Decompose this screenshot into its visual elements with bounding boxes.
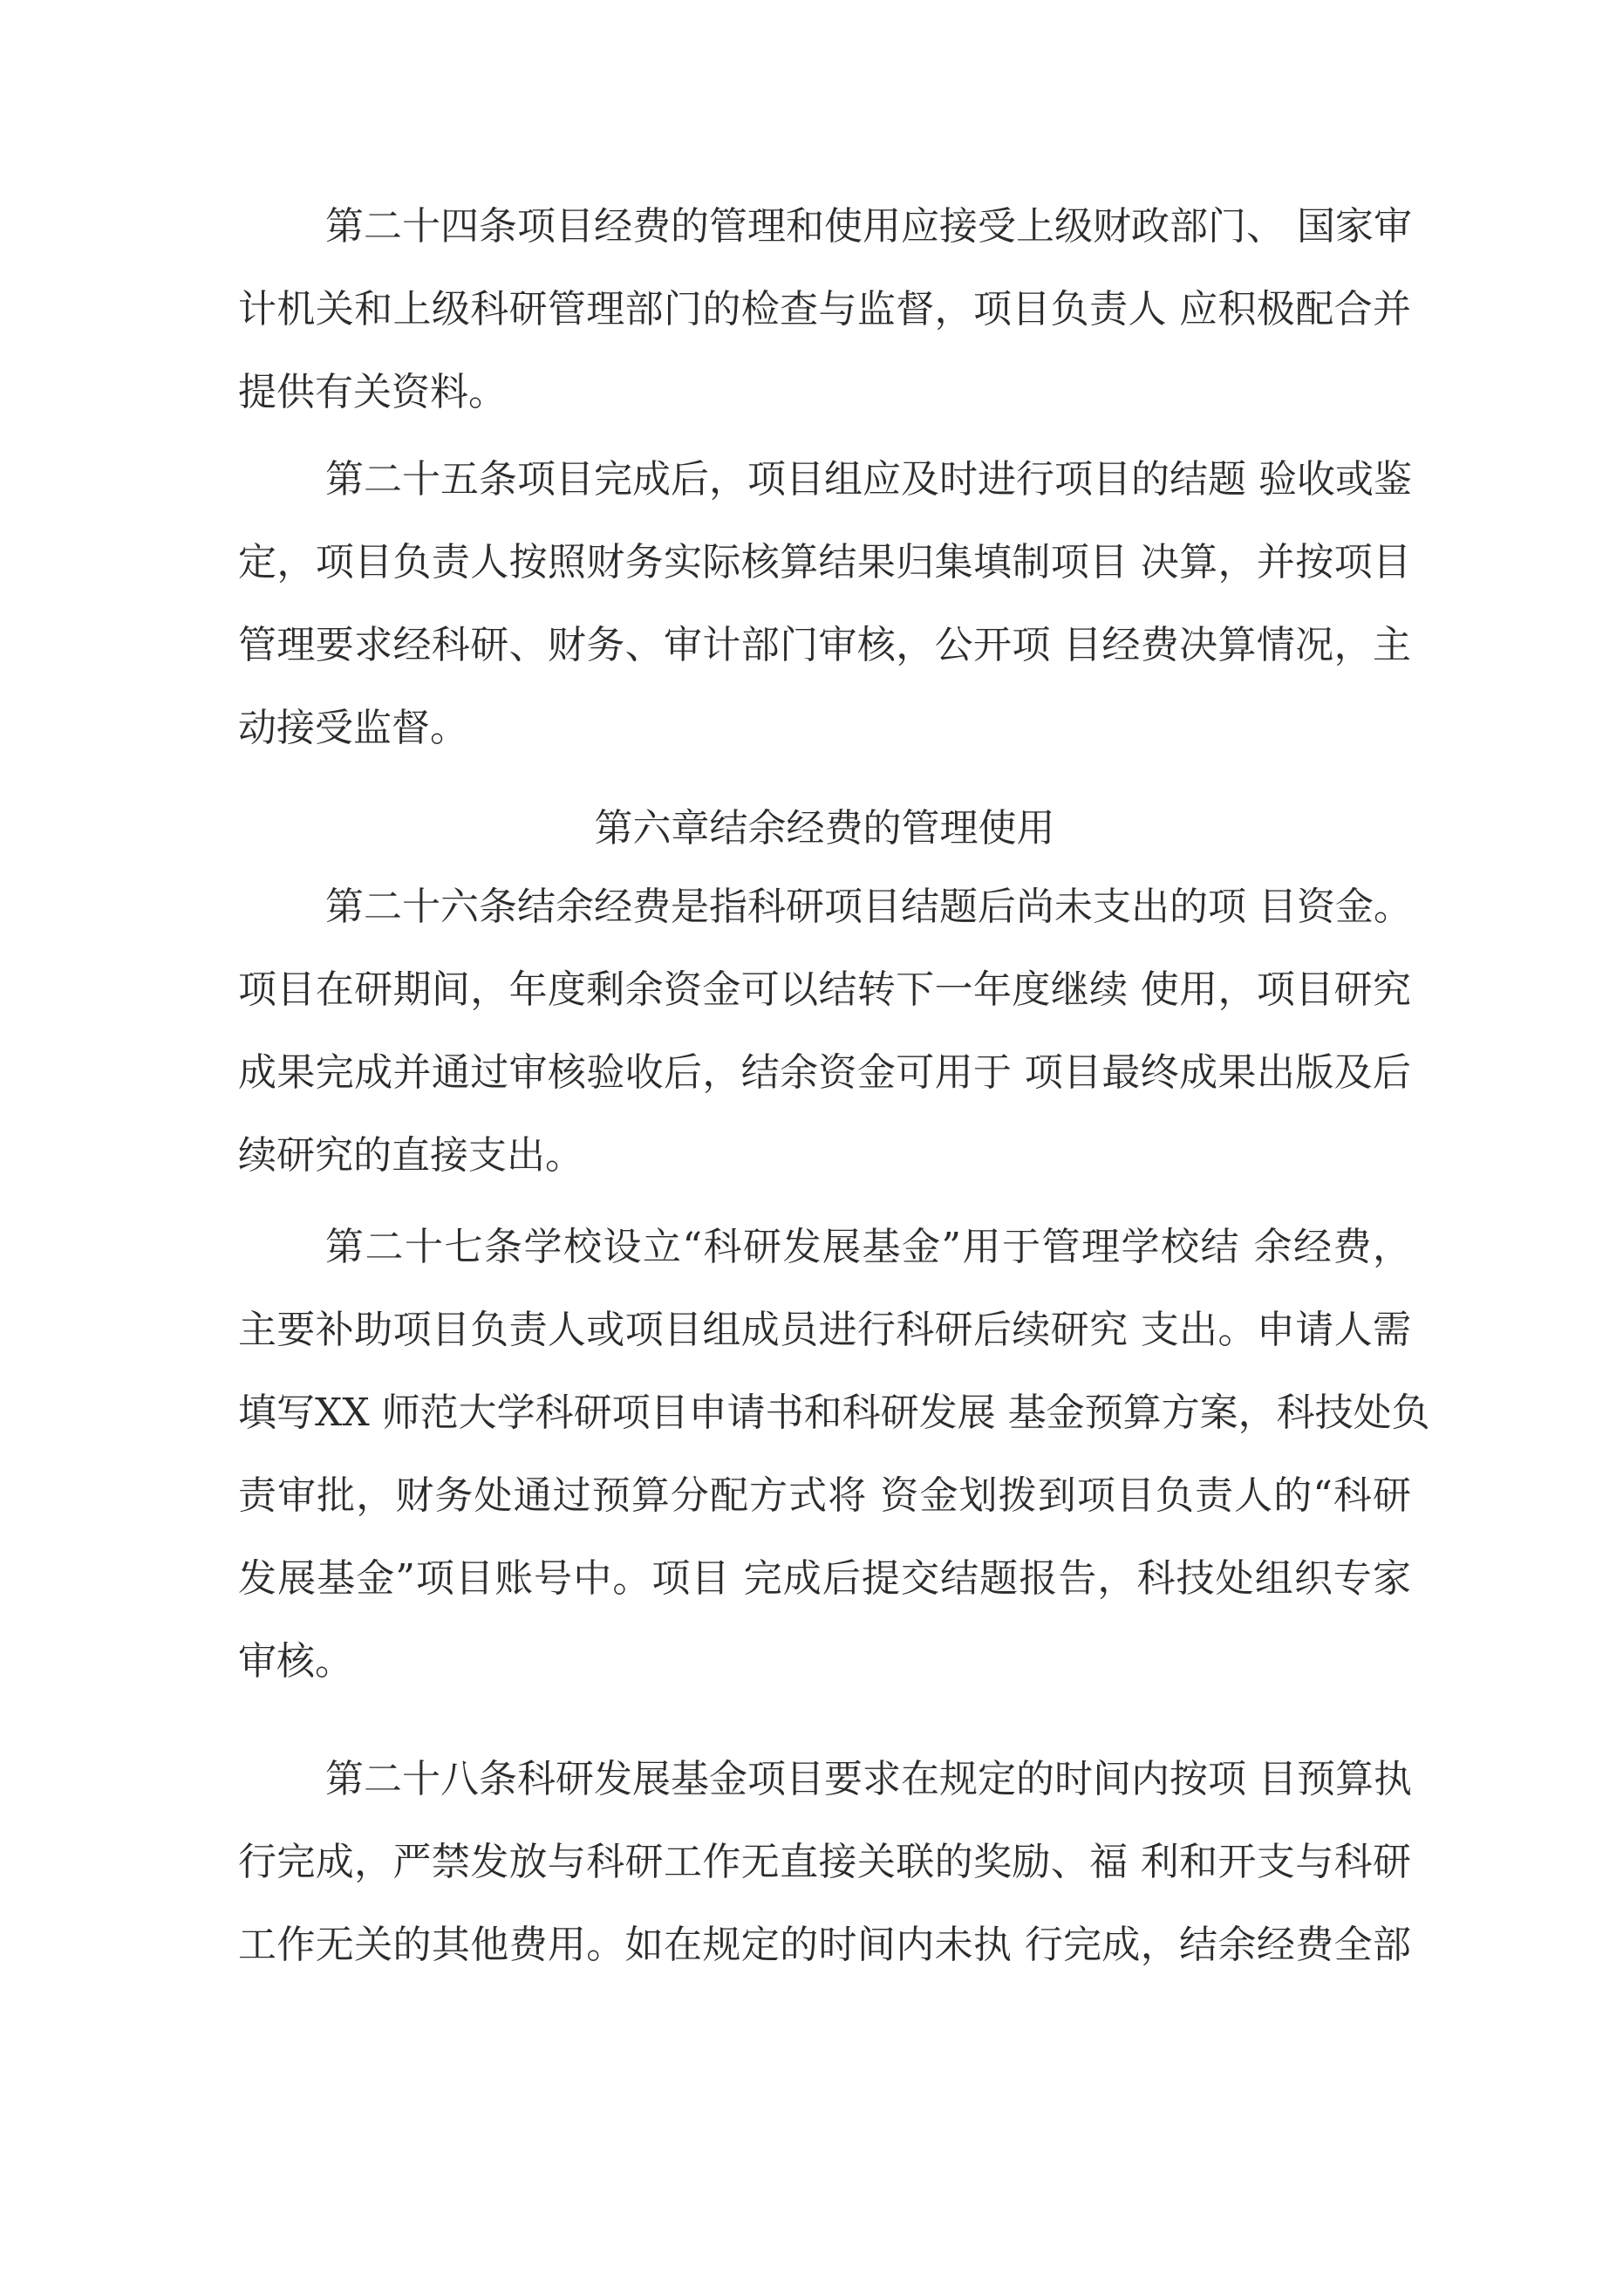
article-27-line-3: 填写XX 师范大学科研项目申请书和科研发展 基金预算方案，科技处负 xyxy=(238,1391,1430,1435)
article-24-line-2: 计机关和上级科研管理部门的检查与监督，项目负责人 应积极配合并 xyxy=(238,287,1411,331)
article-28-line-1: 第二十八条科研发展基金项目要求在规定的时间内按项 目预算执 xyxy=(325,1757,1412,1801)
article-26-line-4: 续研究的直接支出。 xyxy=(238,1133,583,1178)
article-25-line-2: 定，项目负责人按照财务实际核算结果归集填制项目 决算，并按项目 xyxy=(238,540,1411,584)
article-27-line-4: 责审批，财务处通过预算分配方式将 资金划拨到项目负责人的“科研 xyxy=(238,1473,1411,1518)
article-28-line-2: 行完成，严禁发放与科研工作无直接关联的奖励、福 利和开支与科研 xyxy=(238,1840,1411,1884)
article-26-line-3: 成果完成并通过审核验收后，结余资金可用于 项目最终成果出版及后 xyxy=(238,1050,1411,1095)
article-27-line-2: 主要补助项目负责人或项目组成员进行科研后续研究 支出。申请人需 xyxy=(238,1308,1411,1352)
article-27-line-5: 发展基金”项目账号中。项目 完成后提交结题报告，科技处组织专家 xyxy=(238,1556,1411,1601)
article-27-line-1: 第二十七条学校设立“科研发展基金”用于管理学校结 余经费， xyxy=(325,1225,1411,1269)
article-28-line-3: 工作无关的其他费用。如在规定的时间内未执 行完成，结余经费全部 xyxy=(238,1923,1411,1967)
article-24-line-1: 第二十四条项目经费的管理和使用应接受上级财政部门、 国家审 xyxy=(325,204,1412,249)
article-27-line-6: 审核。 xyxy=(238,1639,353,1684)
article-25-line-3: 管理要求经科研、财务、审计部门审核，公开项 目经费决算情况，主 xyxy=(238,623,1411,667)
article-26-line-2: 项目在研期间，年度剩余资金可以结转下一年度继续 使用，项目研究 xyxy=(238,967,1411,1012)
article-25-line-1: 第二十五条项目完成后，项目组应及时进行项目的结题 验收或鉴 xyxy=(325,457,1412,502)
article-26-line-1: 第二十六条结余经费是指科研项目结题后尚未支出的项 目资金。 xyxy=(325,885,1412,929)
article-25-line-4: 动接受监督。 xyxy=(238,706,468,750)
chapter-heading: 第六章结余经费的管理使用 xyxy=(594,806,1055,851)
article-24-line-3: 提供有关资料。 xyxy=(238,370,507,414)
